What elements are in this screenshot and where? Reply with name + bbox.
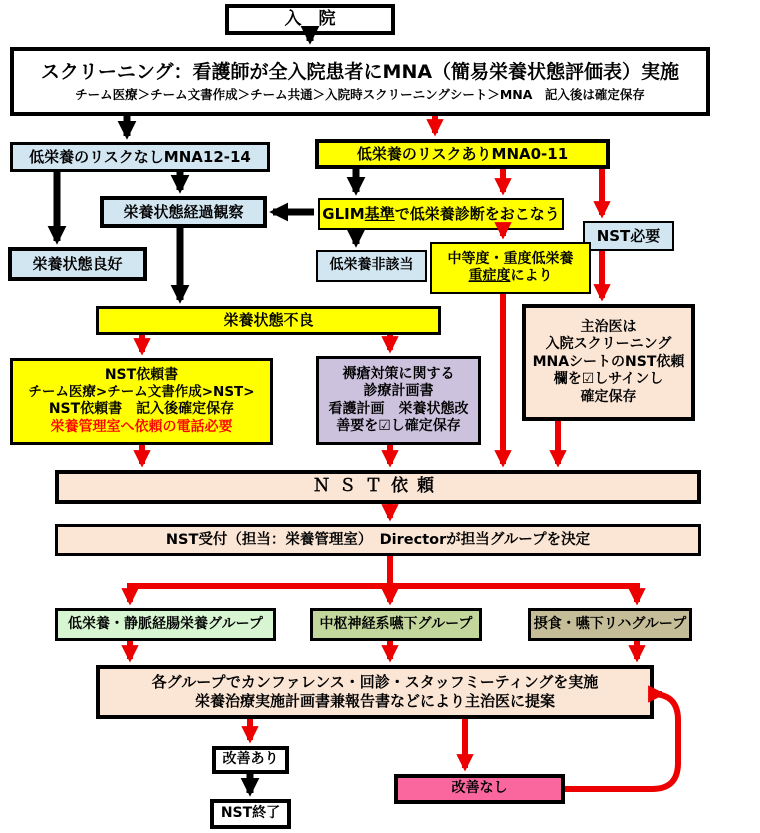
node-nst-end [210, 799, 291, 829]
node-nst-needed [583, 221, 674, 251]
attending-line1: 主治医は [580, 318, 637, 335]
node-nst-request-form [10, 358, 273, 445]
split-line-reception-to-groups [130, 556, 637, 586]
good-status-label: 栄養状態良好 [32, 254, 123, 273]
node-screening [10, 47, 710, 116]
group-cns-label: 中枢神経系嚥下グループ [319, 615, 473, 632]
nst-request-form-line1: NST依頼書 [104, 366, 179, 383]
nst-request-form-line2: チーム医療>チーム文書作成>NST> [28, 384, 255, 401]
node-pressure-ulcer-plan [316, 356, 481, 445]
moderate-severe-line1: 中等度・重度低栄養 [447, 250, 574, 267]
moderate-severe-line2: 重症度により [468, 268, 553, 284]
node-no-risk [10, 142, 270, 172]
screening-path: チーム医療＞チーム文書作成＞チーム共通＞入院時スクリーニングシート＞MNA 記入後は確定保存 [75, 86, 645, 102]
nst-needed-label: NST必要 [596, 226, 661, 245]
pressure-ulcer-line2: 診療計画書 [363, 383, 434, 399]
node-poor-status [96, 306, 441, 335]
conference-line1: 各グループでカンファレンス・回診・スタッフミーティングを実施 [151, 673, 599, 692]
nst-end-label: NST終了 [220, 805, 281, 822]
pressure-ulcer-line1: 褥瘡対策に関する [342, 365, 455, 382]
node-not-malnourished [316, 250, 427, 282]
at-risk-label: 低栄養のリスクありMNA0-11 [356, 144, 569, 163]
node-nst-referral-bar [55, 470, 701, 504]
node-admission [225, 4, 395, 35]
nst-reception-label: NST受付（担当：栄養管理室） Directorが担当グループを決定 [165, 531, 591, 548]
node-group-eating-rehab [528, 608, 692, 641]
screening-title: スクリーニング：看護師が全入院患者にMNA（簡易栄養状態評価表）実施 [40, 60, 680, 83]
node-good-status [8, 247, 147, 281]
admission-label: 入 院 [284, 8, 336, 29]
node-at-risk [315, 139, 610, 169]
node-group-cns-swallowing [310, 608, 482, 641]
conference-line2: 栄養治療実施計画書兼報告書などにより主治医に提案 [194, 692, 555, 710]
node-not-improved [394, 774, 565, 804]
pressure-ulcer-line3: 看護計画 栄養状態改 [328, 400, 469, 417]
improved-label: 改善あり [222, 751, 279, 768]
node-conference [96, 665, 654, 719]
node-improved [212, 746, 289, 774]
node-attending-physician [522, 304, 695, 421]
nst-request-form-line3: NST依頼書 記入後確定保存 [48, 401, 235, 418]
node-group-parenteral-nutrition [55, 608, 276, 641]
node-glim [318, 198, 564, 230]
nst-request-form-phone-note: 栄養管理室へ依頼の電話必要 [50, 418, 233, 435]
not-malnourished-label: 低栄養非該当 [329, 257, 414, 274]
group-rehab-label: 摂食・嚥下リハグループ [533, 615, 687, 632]
not-improved-label: 改善なし [451, 780, 508, 797]
attending-line2: 入院スクリーニング [545, 336, 672, 353]
node-moderate-severe [430, 242, 591, 294]
pressure-ulcer-line4: 善要を☑し確定保存 [336, 418, 461, 434]
node-observation [100, 196, 267, 228]
glim-label: GLIM基準で低栄養診断をおこなう [322, 204, 560, 223]
attending-line5: 確定保存 [580, 388, 637, 405]
node-nst-reception-bar [55, 524, 701, 556]
observation-label: 栄養状態経過観察 [123, 202, 244, 221]
poor-status-label: 栄養状態不良 [223, 311, 314, 330]
attending-line4: 欄を☑しサインし [553, 371, 664, 388]
attending-line3: MNAシートのNST依頼 [532, 353, 685, 370]
nst-referral-label: ＮＳＴ依頼 [313, 476, 443, 497]
group-parenteral-label: 低栄養・静脈経腸栄養グループ [68, 615, 263, 632]
no-risk-label: 低栄養のリスクなしMNA12-14 [29, 147, 251, 166]
